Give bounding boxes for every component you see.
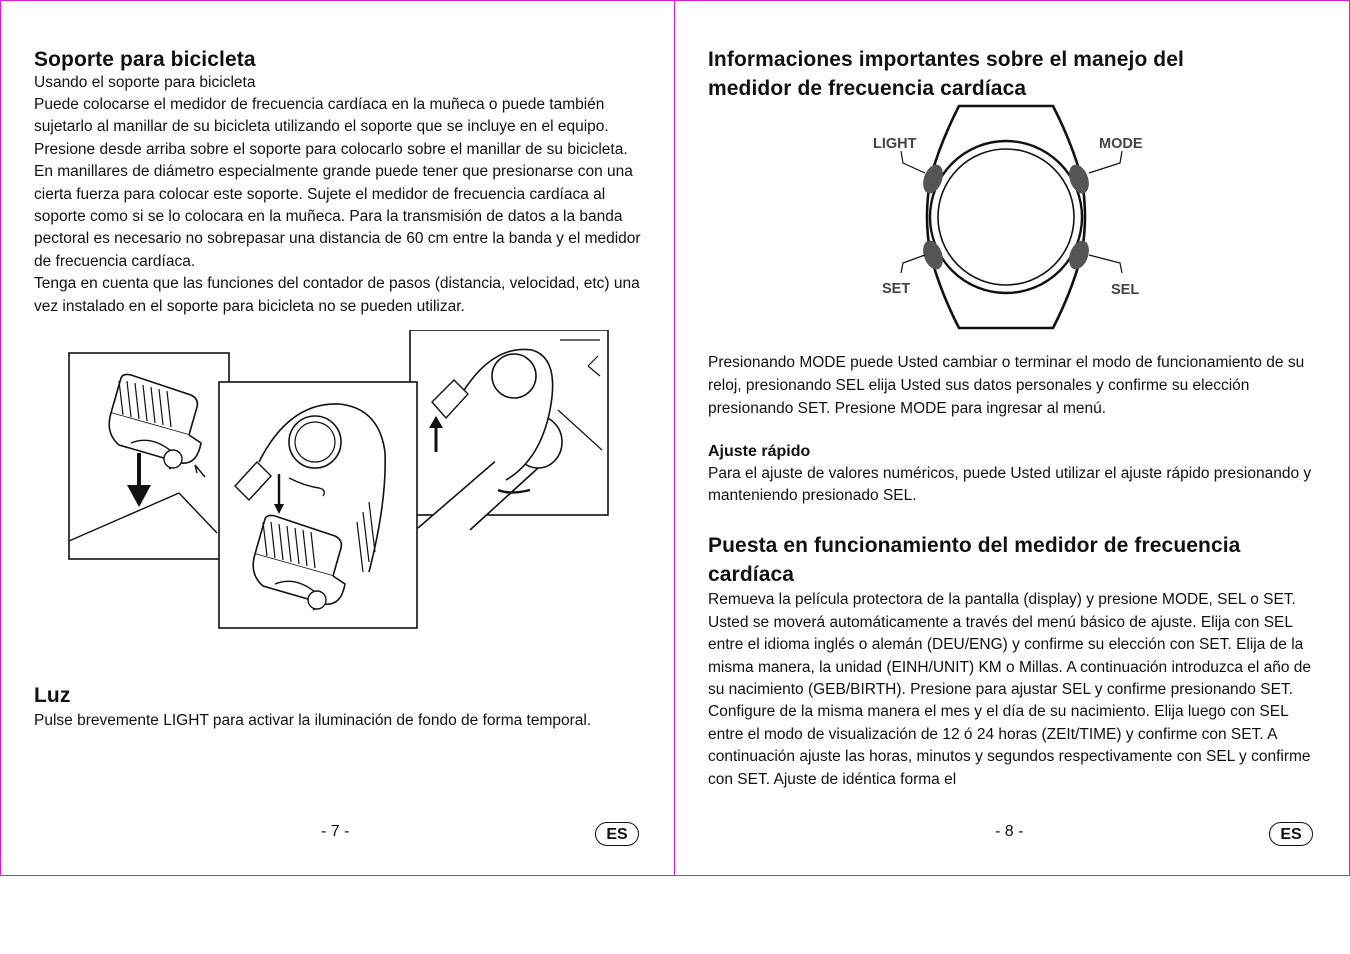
watch-buttons-diagram xyxy=(708,103,1316,339)
intro-key-mode: MODE xyxy=(799,354,846,371)
paragraph-step-counter-note: Tenga en cuenta que las funciones del contador de pasos (distancia, velocidad, etc) una vez instalado en el soporte para bicicleta no se pueden utilizar. xyxy=(34,275,640,315)
paragraph-light: Pulse brevemente LIGHT para activar la iluminación de fondo de forma temporal. xyxy=(34,712,592,730)
intro-key-sel: SEL xyxy=(835,377,865,395)
panel-mount-alone xyxy=(69,353,229,559)
intro-text-5: para ingresar al menú. xyxy=(946,400,1107,418)
set-button-label: SET xyxy=(882,281,911,297)
page-number: - 8 - xyxy=(995,823,1024,840)
quick-text-1: Para el ajuste de valores numéricos, puede Usted utilizar el ajuste rápido presionando y manteniendo presionado xyxy=(708,464,1312,505)
intro-key-mode-2: MODE xyxy=(900,400,947,418)
watch-diagram-svg xyxy=(708,103,1316,339)
subheading-bike-mount: Usando el soporte para bicicleta xyxy=(34,74,256,91)
left-page-content xyxy=(34,45,642,732)
panel-mounted-on-handlebar xyxy=(410,330,608,530)
language-badge: ES xyxy=(595,822,639,846)
mode-button-label: MODE xyxy=(1099,136,1143,152)
paragraph-startup-1: Remueva la película protectora de la pantalla (display) y presione MODE, SEL o SET. xyxy=(708,591,1296,609)
bike-mount-figure-svg xyxy=(34,330,642,685)
intro-key-set: SET xyxy=(797,400,827,418)
intro-text-4: . Presione xyxy=(826,400,901,418)
paragraph-quick-adjust xyxy=(708,463,1316,508)
quick-text-2: . xyxy=(912,487,917,505)
panel-watch-and-mount xyxy=(219,382,417,628)
section-heading-bike-mount: Soporte para bicicleta xyxy=(34,48,256,71)
page-number: - 7 - xyxy=(321,823,350,840)
sel-button-label: SEL xyxy=(1111,282,1140,298)
heading-quick-adjust: Ajuste rápido xyxy=(708,442,811,460)
paragraph-startup-2: Usted se moverá automáticamente a través del menú básico de ajuste. Elija con SEL entre el idioma inglés o alemán (DEU/ENG) y confirme su elección con SET. Elija de la misma manera, la unidad (EINH/UNIT) KM o Millas. A continuación introduzca el año de su nacimiento (GEB/BIRTH). Presione para ajustar SEL y confirme presionando SET. Configure de la misma manera el mes y el día de su nacimiento. Elija luego con SEL entre el modo de visualización de 12 ó 24 horas (ZEIt/TIME) y confirme con SET. A continuación ajuste las horas, minutos y segundos respectivamente con SEL y confirme con SET. Ajuste de idéntica forma el xyxy=(708,613,1312,788)
right-page xyxy=(674,0,1350,876)
section-heading-operation: Informaciones importantes sobre el manejo del medidor de frecuencia cardíaca xyxy=(708,48,1184,100)
light-button-label: LIGHT xyxy=(873,136,917,152)
section-heading-startup: Puesta en funcionamiento del medidor de frecuencia cardíaca xyxy=(708,534,1241,587)
paragraph-bike-mount: Puede colocarse el medidor de frecuencia cardíaca en la muñeca o puede también sujetarlo al manillar de su bicicleta utilizando el soporte que se incluye en el equipo. Presione desde arriba sobre el soporte para colocarlo sobre el manillar de su bicicleta. En manillares de diámetro especialmente grande puede tener que presionarse con una cierta fuerza para colocar este soporte. Sujete el medidor de frecuencia cardíaca al soporte como si se lo colocara en la muñeca. Para la transmisión de datos a la banda pectoral es necesario no sobrepasar una distancia de 60 cm entre la banda y el medidor de frecuencia cardíaca. xyxy=(34,96,641,270)
language-badge: ES xyxy=(1269,822,1313,846)
right-page-content xyxy=(708,45,1316,791)
section-heading-light: Luz xyxy=(34,684,71,708)
paragraph-buttons-intro xyxy=(708,351,1316,421)
intro-text-1: Presionando xyxy=(708,354,800,371)
bike-mount-illustration xyxy=(34,330,642,685)
intro-text-2: puede Usted cambiar o terminar el modo de funcionamiento de su reloj, presionando xyxy=(708,354,1305,395)
left-page xyxy=(0,0,675,876)
intro-text-3: elija Usted sus datos personales y confirme su elección presionando xyxy=(708,377,1250,418)
quick-key-sel: SEL xyxy=(882,487,913,505)
